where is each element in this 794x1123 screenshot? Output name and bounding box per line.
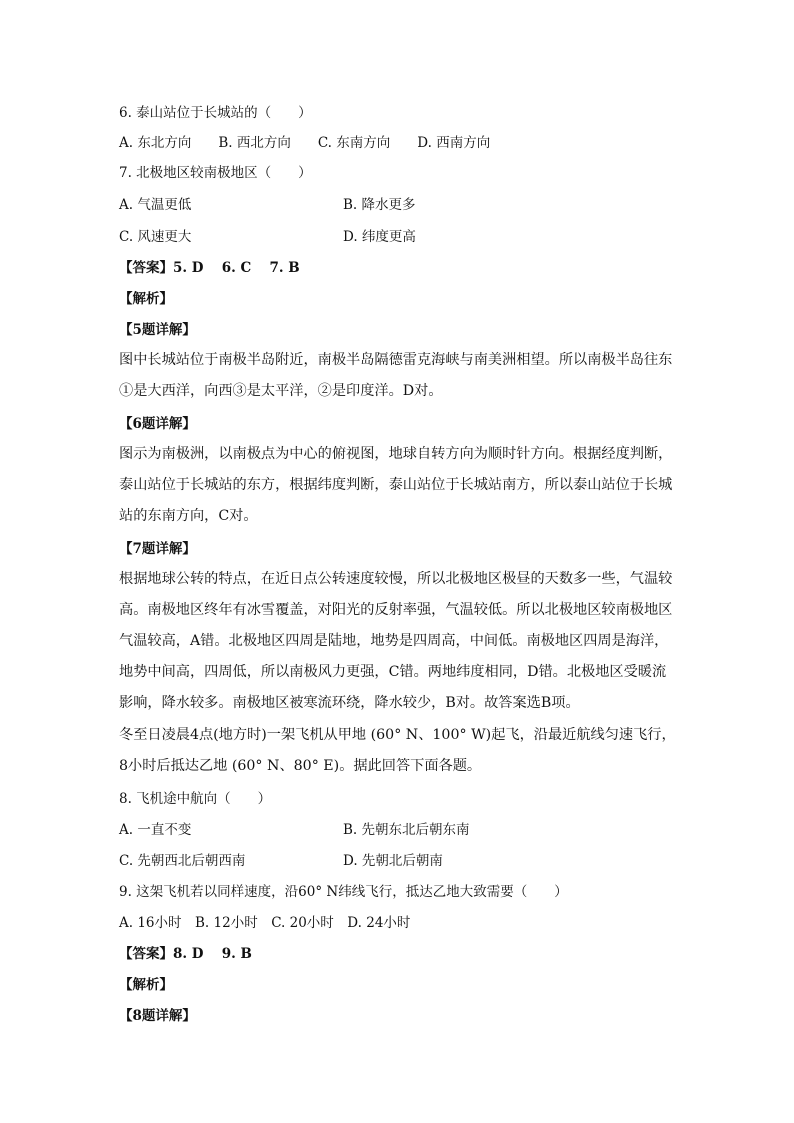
- detail-8-heading: 【8题详解】: [119, 1008, 196, 1024]
- detail-5-text: 图中长城站位于南极半岛附近，南极半岛隔德雷克海峡与南美洲相望。所以南极半岛往东①是大西洋，向西③是太平洋，②是印度洋。D对。: [119, 352, 673, 399]
- question-7-option-d: D. 纬度更高: [343, 229, 416, 245]
- answer-line-2: 【答案】8. D 9. B: [119, 946, 252, 962]
- detail-7-heading: 【7题详解】: [119, 541, 196, 557]
- question-6-options: A. 东北方向 B. 西北方向 C. 东南方向 D. 西南方向: [119, 135, 491, 151]
- question-9-stem: 9. 这架飞机若以同样速度，沿60° N纬线飞行，抵达乙地大致需要（ ）: [119, 884, 568, 900]
- question-9-options: A. 16小时 B. 12小时 C. 20小时 D. 24小时: [119, 915, 411, 931]
- question-7-option-a: A. 气温更低: [119, 197, 192, 213]
- analysis-heading-2: 【解析】: [119, 977, 173, 993]
- answer-line-1: 【答案】5. D 6. C 7. B: [119, 260, 300, 276]
- question-7-option-b: B. 降水更多: [343, 197, 416, 213]
- detail-5-heading: 【5题详解】: [119, 322, 196, 338]
- question-7-stem: 7. 北极地区较南极地区（ ）: [119, 165, 312, 181]
- analysis-heading-1: 【解析】: [119, 291, 173, 307]
- question-6-stem: 6. 泰山站位于长城站的（ ）: [119, 105, 312, 121]
- question-8-option-b: B. 先朝东北后朝东南: [343, 822, 470, 838]
- question-8-option-c: C. 先朝西北后朝西南: [119, 853, 246, 869]
- question-8-stem: 8. 飞机途中航向（ ）: [119, 791, 272, 807]
- detail-7-text: 根据地球公转的特点，在近日点公转速度较慢，所以北极地区极昼的天数多一些，气温较高。南极地区终年有冰雪覆盖，对阳光的反射率强，气温较低。所以北极地区较南极地区气温较高，A错。北极地区四周是陆地，地势是四周高，中间低。南极地区四周是海洋，地势中间高，四周低，所以南极风力更强，C错。两地纬度相同，D错。北极地区受暖流影响，降水较多。南极地区被寒流环绕，降水较少，B对。故答案选B项。: [119, 571, 673, 711]
- intro-paragraph: 冬至日凌晨4点(地方时)一架飞机从甲地 (60° N、100° W)起飞，沿最近航线匀速飞行，8小时后抵达乙地 (60° N、80° E)。据此回答下面各题。: [119, 727, 676, 774]
- detail-6-heading: 【6题详解】: [119, 416, 196, 432]
- question-7-option-c: C. 风速更大: [119, 229, 192, 245]
- question-8-option-a: A. 一直不变: [119, 822, 192, 838]
- detail-6-text: 图示为南极洲，以南极点为中心的俯视图，地球自转方向为顺时针方向。根据经度判断，泰山站位于长城站的东方，根据纬度判断，泰山站位于长城站南方，所以泰山站位于长城站的东南方向，C对。: [119, 446, 673, 524]
- question-8-option-d: D. 先朝北后朝南: [343, 853, 443, 869]
